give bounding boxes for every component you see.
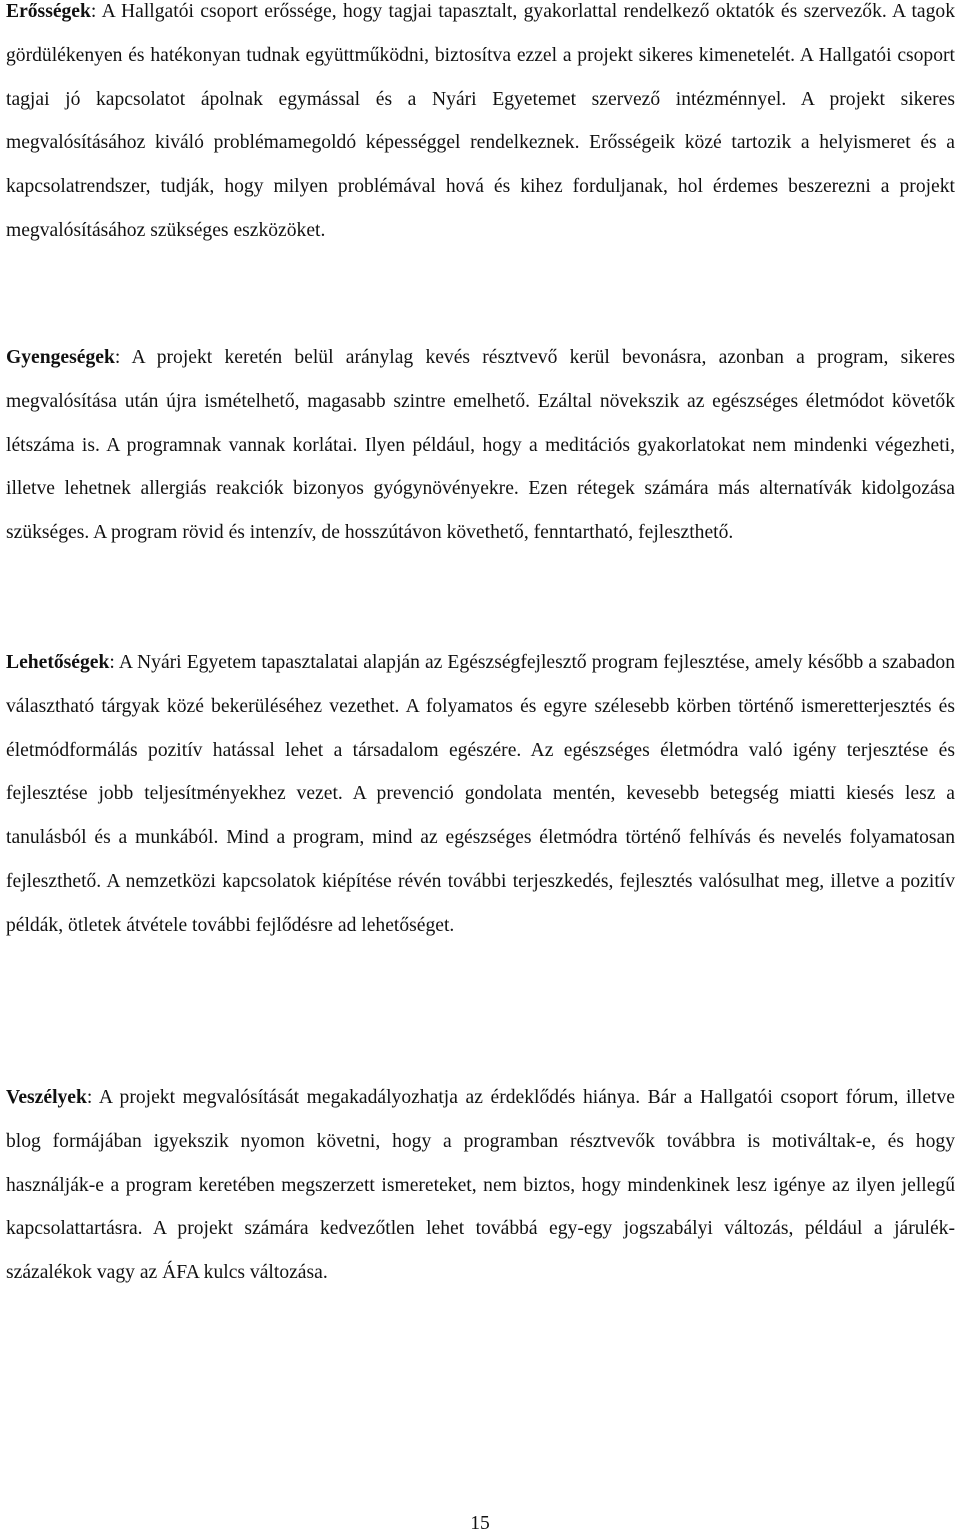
section-heading-strengths: Erősségek — [6, 1, 91, 22]
heading-separator: : — [90, 1, 102, 22]
section-weaknesses — [6, 336, 955, 555]
section-heading-opportunities: Lehetőségek — [6, 652, 110, 673]
section-text-opportunities: A Nyári Egyetem tapasztalatai alapján az Egészségfejlesztő program fejlesztése, amely később a szabadon választható tárgyak közé bekerüléséhez vezethet. A folyamatos és egyre szélesebb körben történő ismeretterjesztés és életmódformálás pozitív hatással lehet a társadalom egészére. Az egészséges életmódra való igény terjesztése és fejlesztése jobb teljesítményekhez vezet. A prevenció gondolata mentén, kevesebb betegség miatti kiesés lesz a tanulásból és a munkából. Mind a program, mind az egészséges életmódra történő felhívás és nevelés folyamatosan fejleszthető. A nemzetközi kapcsolatok kiépítése révén további terjeszkedés, fejlesztés valósulhat meg, illetve a pozitív példák, ötletek átvétele további fejlődésre ad lehetőséget. — [6, 652, 956, 936]
section-text-weaknesses: A projekt keretén belül aránylag kevés résztvevő kerül bevonásra, azonban a program, sikeres megvalósítása után újra ismételhető, magasabb szintre emelhető. Ezáltal növekszik az egészséges életmódot követők létszáma is. A programnak vannak korlátai. Ilyen például, hogy a meditációs gyakorlatokat nem mindenki végezheti, illetve lehetnek allergiás reakciók bizonyos gyógynövényekre. Ezen rétegek számára más alternatívák kidolgozása szükséges. A program rövid és intenzív, de hosszútávon követhető, fenntartható, fejleszthető. — [6, 347, 955, 544]
heading-separator: : — [109, 652, 119, 673]
section-strengths — [6, 0, 955, 253]
section-text-strengths: A Hallgatói csoport erőssége, hogy tagjai tapasztalt, gyakorlattal rendelkező oktatók és szervezők. A tagok gördülékenyen és hatékonyan tudnak együttműködni, biztosítva ezzel a projekt sikeres kimenetelét. A Hallgatói csoport tagjai jó kapcsolatot ápolnak egymással és a Nyári Egyetemet szervező intézménnyel. A projekt sikeres megvalósításához kiváló problémamegoldó képességgel rendelkeznek. Erősségeik közé tartozik a helyismeret és a kapcsolatrendszer, tudják, hogy milyen problémával hová és kihez forduljanak, hol érdemes beszerezni a projekt megvalósításához szükséges eszközöket. — [6, 1, 955, 241]
page-number: 15 — [470, 1513, 490, 1534]
section-text-threats: A projekt megvalósítását megakadályozhatja az érdeklődés hiánya. Bár a Hallgatói csoport fórum, illetve blog formájában igyekszik nyomon követni, hogy a programban résztvevők továbbra is motiváltak-e, és hogy használják-e a program keretében megszerzett ismereteket, nem biztos, hogy mindenkinek lesz igénye az ilyen jellegű kapcsolattartásra. A projekt számára kedvezőtlen lehet továbbá egy-egy jogszabályi változás, például a járulék-százalékok vagy az ÁFA kulcs változása. — [6, 1087, 955, 1284]
section-heading-threats: Veszélyek — [6, 1087, 87, 1108]
section-opportunities — [6, 641, 955, 948]
section-heading-weaknesses: Gyengeségek — [6, 347, 115, 368]
section-threats — [6, 1076, 955, 1295]
heading-separator: : — [114, 347, 132, 368]
heading-separator: : — [86, 1087, 99, 1108]
